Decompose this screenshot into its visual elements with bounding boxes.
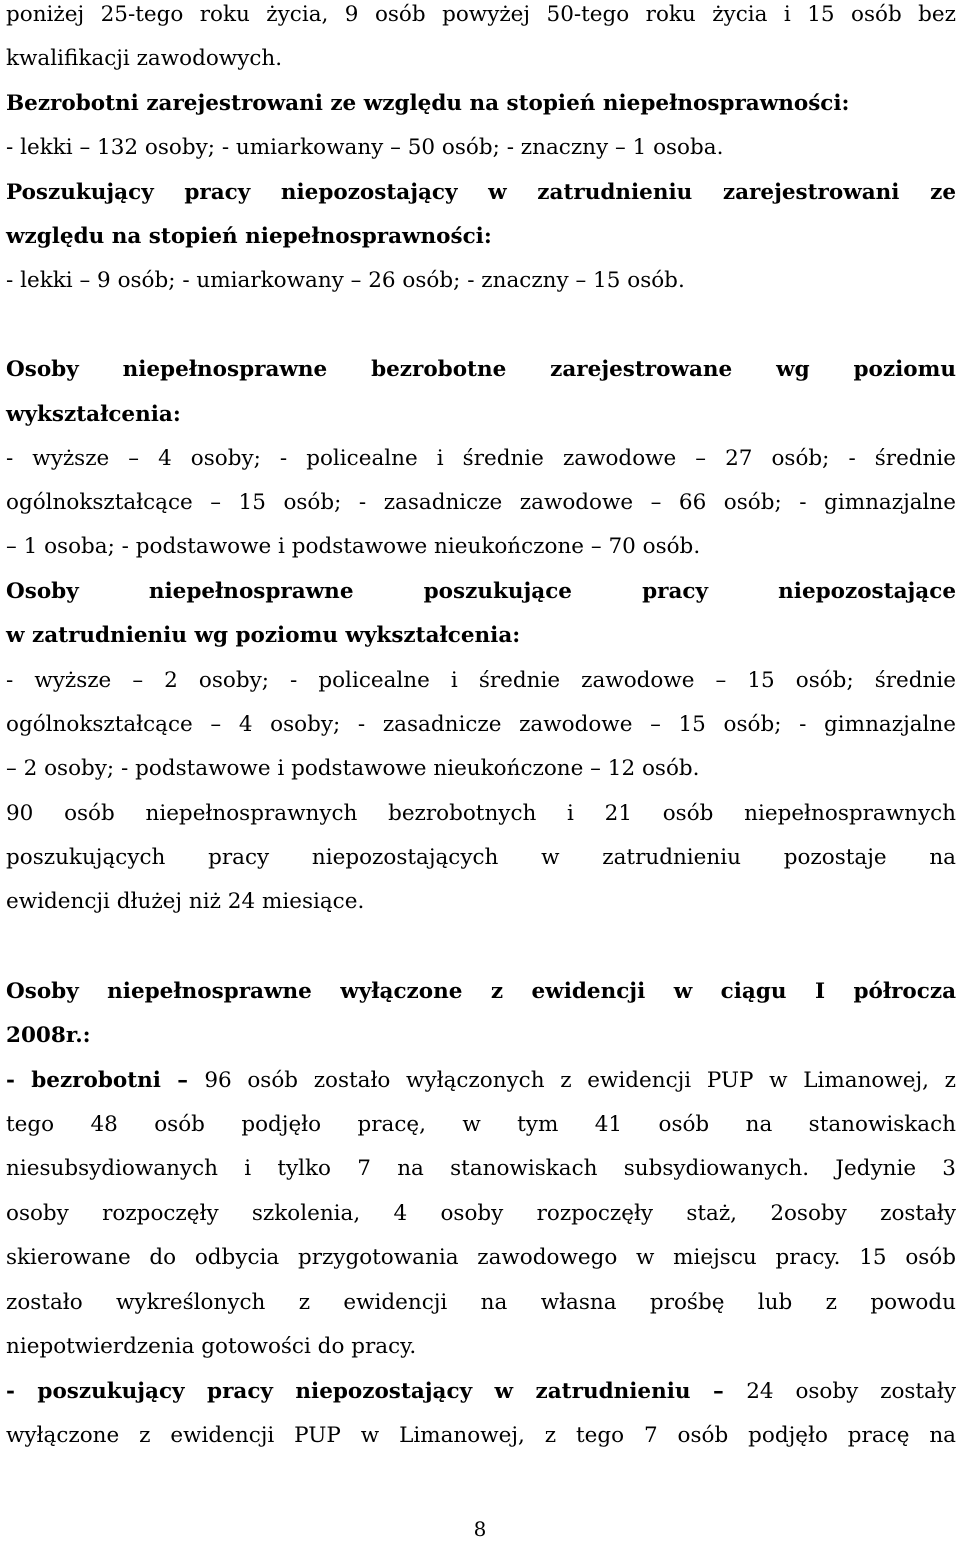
page-number: 8 <box>473 1517 487 1541</box>
text-line: niesubsydiowanych i tylko 7 na stanowiskach subsydiowanych. Jedynie 3 <box>6 1156 956 1181</box>
text-line: poniżej 25-tego roku życia, 9 osób powyżej 50-tego roku życia i 15 osób bez <box>6 2 956 27</box>
text-line: wyłączone z ewidencji PUP w Limanowej, z tego 7 osób podjęło pracę na <box>6 1423 956 1448</box>
section-heading-line: w zatrudnieniu wg poziomu wykształcenia: <box>6 623 521 648</box>
text-line: 90 osób niepełnosprawnych bezrobotnych i 21 osób niepełnosprawnych <box>6 801 956 826</box>
text-line: - lekki – 132 osoby; - umiarkowany – 50 osób; - znaczny – 1 osoba. <box>6 135 724 160</box>
text-line: ogólnokształcące – 4 osoby; - zasadnicze zawodowe – 15 osób; - gimnazjalne <box>6 712 956 737</box>
text-line: – 1 osoba; - podstawowe i podstawowe nieukończone – 70 osób. <box>6 534 701 559</box>
text-line: - wyższe – 4 osoby; - policealne i średnie zawodowe – 27 osób; - średnie <box>6 446 956 471</box>
text-span: 24 osoby zostały <box>746 1379 956 1404</box>
text-line: poszukujących pracy niepozostających w zatrudnieniu pozostaje na <box>6 845 956 870</box>
text-line: - wyższe – 2 osoby; - policealne i średnie zawodowe – 15 osób; średnie <box>6 668 956 693</box>
section-heading-line: Osoby niepełnosprawne poszukujące pracy niepozostające <box>6 579 956 604</box>
text-line: zostało wykreślonych z ewidencji na własna prośbę lub z powodu <box>6 1290 956 1315</box>
section-heading-line: 2008r.: <box>6 1023 91 1048</box>
section-heading-line: Bezrobotni zarejestrowani ze względu na stopień niepełnosprawności: <box>6 91 850 116</box>
text-line: skierowane do odbycia przygotowania zawodowego w miejscu pracy. 15 osób <box>6 1245 956 1270</box>
section-heading-line: wykształcenia: <box>6 402 181 427</box>
text-span: - poszukujący pracy niepozostający w zatrudnieniu – <box>6 1379 747 1404</box>
text-span: 96 osób zostało wyłączonych z ewidencji PUP w Limanowej, z <box>204 1068 956 1093</box>
section-heading-line: Osoby niepełnosprawne wyłączone z ewidencji w ciągu I półrocza <box>6 979 956 1004</box>
text-line: osoby rozpoczęły szkolenia, 4 osoby rozpoczęły staż, 2osoby zostały <box>6 1201 956 1226</box>
text-line <box>6 1381 956 1403</box>
text-line: niepotwierdzenia gotowości do pracy. <box>6 1334 417 1359</box>
section-heading-line: względu na stopień niepełnosprawności: <box>6 224 492 249</box>
text-line <box>6 1070 956 1092</box>
text-line: ewidencji dłużej niż 24 miesiące. <box>6 889 365 914</box>
text-line: – 2 osoby; - podstawowe i podstawowe nieukończone – 12 osób. <box>6 756 700 781</box>
text-line: - lekki – 9 osób; - umiarkowany – 26 osób; - znaczny – 15 osób. <box>6 268 685 293</box>
text-line: kwalifikacji zawodowych. <box>6 46 283 71</box>
text-line: ogólnokształcące – 15 osób; - zasadnicze zawodowe – 66 osób; - gimnazjalne <box>6 490 956 515</box>
text-line: tego 48 osób podjęło pracę, w tym 41 osób na stanowiskach <box>6 1112 956 1137</box>
text-span: - bezrobotni – <box>6 1068 205 1093</box>
section-heading-line: Poszukujący pracy niepozostający w zatrudnieniu zarejestrowani ze <box>6 180 956 205</box>
section-heading-line: Osoby niepełnosprawne bezrobotne zarejestrowane wg poziomu <box>6 357 956 382</box>
